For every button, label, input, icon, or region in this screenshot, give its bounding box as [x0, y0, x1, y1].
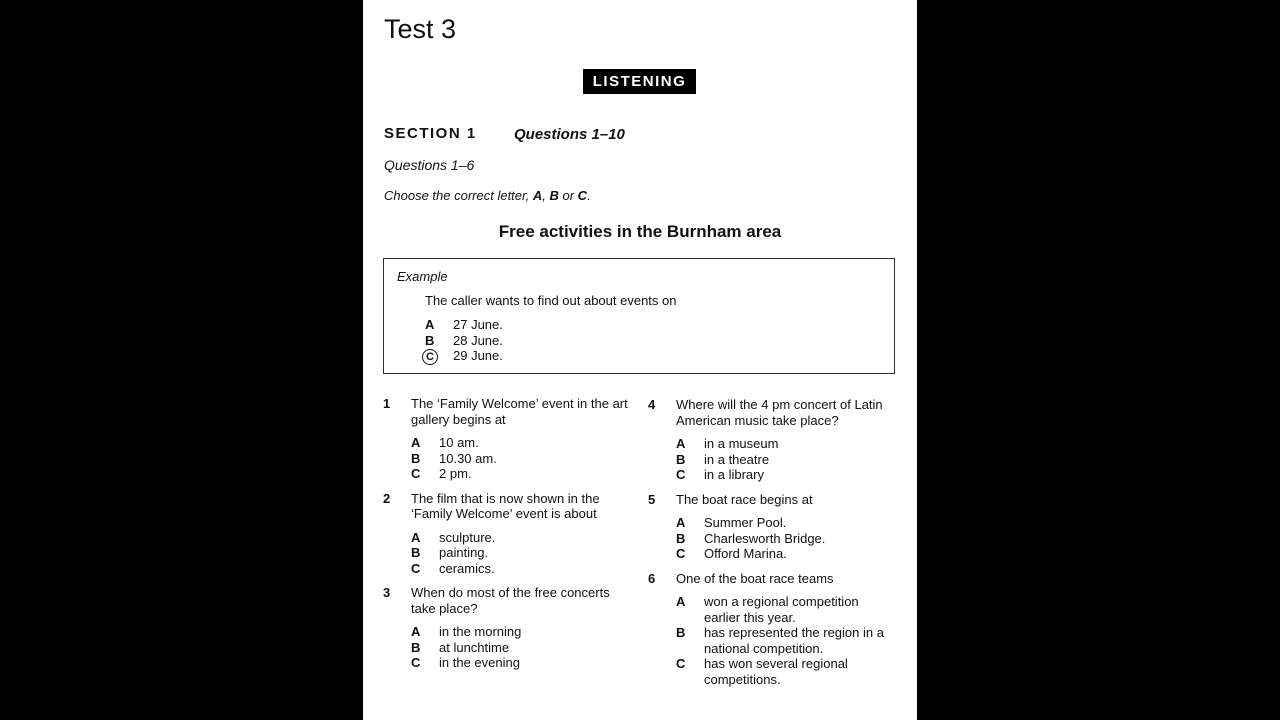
option-text: Charlesworth Bridge.	[704, 530, 826, 546]
option-text: 2 pm.	[439, 466, 472, 481]
question-text: One of the boat race teams	[676, 570, 834, 586]
option-text: in a museum	[704, 436, 779, 451]
option-letter: A	[425, 317, 435, 332]
question-6	[648, 571, 898, 688]
option-b	[676, 531, 898, 547]
instruction: Choose the correct letter, A, B or C.	[384, 188, 591, 203]
option-a	[411, 530, 633, 546]
option-text: in a theatre	[704, 451, 770, 467]
option-text: 10.30 am.	[439, 450, 497, 466]
option-letter: B	[411, 639, 421, 655]
option-a	[676, 594, 898, 625]
option-letter: A	[676, 515, 686, 530]
questions-range: Questions 1–10	[514, 126, 625, 143]
document-page	[363, 0, 917, 720]
option-letter: A	[676, 594, 686, 609]
page-title: Test 3	[384, 14, 457, 44]
option-letter: A	[676, 436, 686, 451]
option-letter: C	[411, 466, 421, 481]
option-c	[411, 466, 633, 482]
option-b	[411, 640, 633, 656]
question-options	[676, 436, 898, 483]
option-c	[676, 656, 898, 687]
option-letter: B	[676, 451, 686, 467]
option-b	[425, 333, 503, 349]
option-text: painting.	[439, 545, 489, 560]
option-text: won a regional competition earlier this year.	[704, 594, 859, 625]
example-question: The caller wants to find out about events on	[425, 293, 677, 308]
option-letter: C	[411, 655, 421, 670]
activities-heading: Free activities in the Burnham area	[498, 222, 782, 241]
option-letter: C	[676, 656, 686, 671]
question-options	[411, 624, 633, 671]
questions-subrange: Questions 1–6	[384, 157, 475, 173]
example-box	[383, 258, 895, 374]
option-letter: A	[411, 624, 421, 639]
question-options	[676, 515, 898, 562]
option-text: 10 am.	[439, 435, 479, 450]
option-letter: B	[676, 530, 686, 546]
option-text: in the morning	[439, 624, 522, 639]
circled-answer-icon: C	[422, 349, 438, 365]
option-text: sculpture.	[439, 529, 496, 545]
option-a	[425, 317, 503, 333]
option-text: at lunchtime	[439, 639, 510, 655]
question-5	[648, 492, 898, 562]
option-text: has represented the region in a national competition.	[704, 625, 884, 656]
question-number: 6	[648, 570, 656, 586]
option-b	[676, 452, 898, 468]
option-a	[676, 436, 898, 452]
option-letter	[425, 348, 453, 365]
question-options	[411, 435, 633, 482]
question-number: 5	[648, 491, 656, 507]
question-text: When do most of the free concerts take place?	[411, 585, 610, 616]
question-4	[648, 397, 898, 483]
option-letter: A	[411, 529, 421, 545]
question-text: The boat race begins at	[676, 491, 813, 507]
question-2	[383, 491, 633, 577]
option-text: Offord Marina.	[704, 546, 787, 561]
option-text: Summer Pool.	[704, 515, 787, 530]
question-number: 2	[383, 490, 391, 506]
question-1	[383, 396, 633, 482]
option-c	[676, 467, 898, 483]
question-text: Where will the 4 pm concert of Latin American music take place?	[676, 397, 883, 428]
option-letter: C	[411, 560, 421, 576]
option-letter: B	[676, 625, 686, 640]
option-text: ceramics.	[439, 560, 495, 576]
option-c	[676, 546, 898, 562]
question-3	[383, 585, 633, 671]
option-letter: C	[676, 467, 686, 482]
example-label: Example	[397, 269, 448, 284]
question-text: The film that is now shown in the ‘Family Welcome’ event is about	[411, 490, 600, 521]
option-a	[411, 624, 633, 640]
option-letter: B	[411, 545, 421, 560]
option-letter: C	[676, 546, 686, 561]
question-number: 3	[383, 585, 391, 600]
option-letter: A	[411, 435, 421, 450]
option-c	[411, 655, 633, 671]
option-text: 29 June.	[453, 348, 503, 363]
example-options	[425, 317, 503, 365]
listening-badge: LISTENING	[583, 69, 696, 94]
option-a	[411, 435, 633, 451]
option-letter: B	[411, 450, 421, 466]
questions-left-column	[383, 396, 633, 680]
question-text: The ‘Family Welcome’ event in the art gallery begins at	[411, 396, 628, 427]
question-options	[676, 594, 898, 687]
questions-right-column	[648, 397, 898, 696]
option-letter: B	[425, 332, 435, 348]
option-text: in a library	[704, 467, 764, 482]
option-text: in the evening	[439, 655, 520, 670]
option-text: 27 June.	[453, 317, 503, 332]
option-b	[676, 625, 898, 656]
question-number: 1	[383, 396, 391, 411]
option-text: 28 June.	[453, 332, 503, 348]
question-options	[411, 530, 633, 577]
option-c	[411, 561, 633, 577]
option-a	[676, 515, 898, 531]
section-label: SECTION 1	[384, 125, 477, 142]
option-b	[411, 451, 633, 467]
question-number: 4	[648, 397, 656, 412]
option-c	[425, 348, 503, 365]
option-text: has won several regional competitions.	[704, 656, 848, 687]
option-b	[411, 545, 633, 561]
